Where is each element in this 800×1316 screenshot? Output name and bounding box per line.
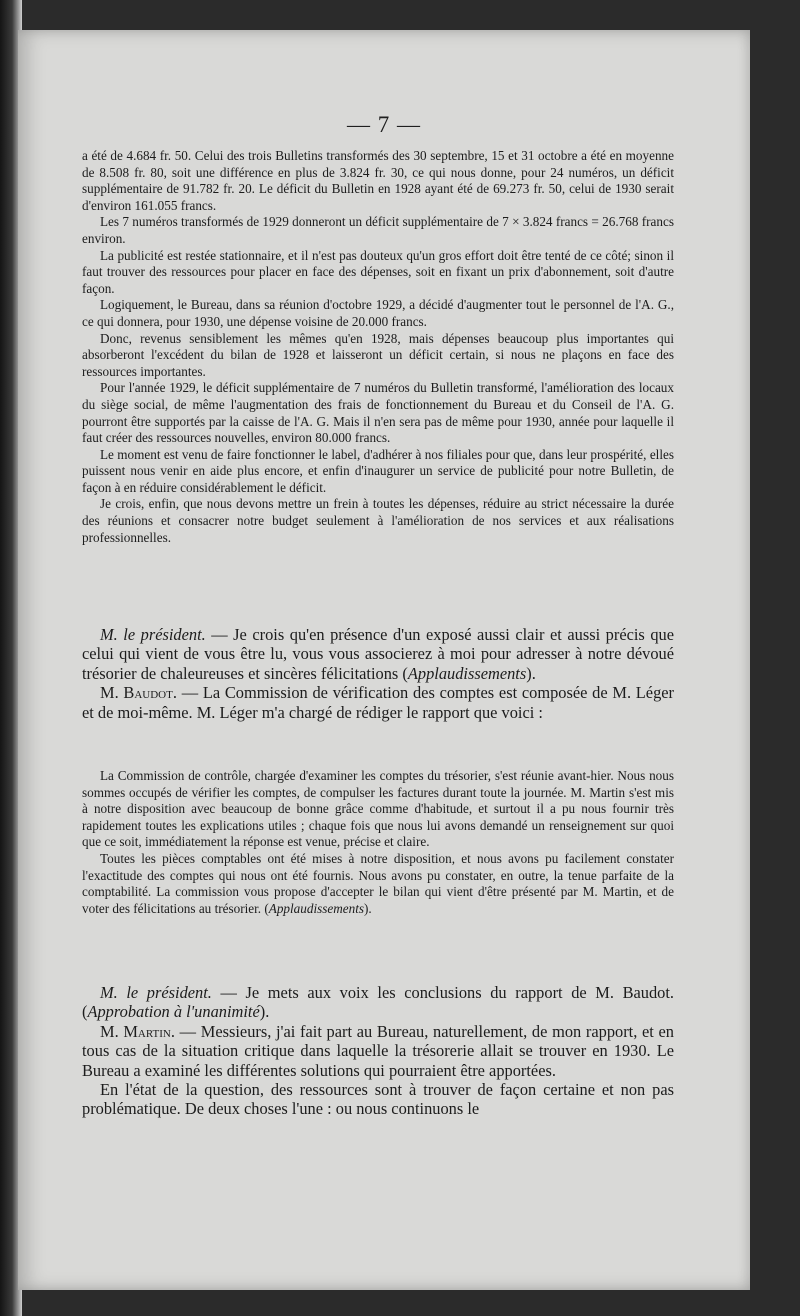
paragraph: Les 7 numéros transformés de 1929 donneront un déficit supplémentaire de 7 × 3.824 francs = 26.768 francs environ. bbox=[82, 214, 674, 246]
baudot-statement: M. Baudot. — La Commission de vérification des comptes est composée de M. Léger et de moi-même. M. Léger m'a chargé de rédiger le rapport que voici : bbox=[82, 683, 675, 722]
paragraph: Je crois, enfin, que nous devons mettre un frein à toutes les dépenses, réduire au strict nécessaire la durée des réunions et consacrer notre budget seulement à l'amélioration de nos services et aux réalisations professionnelles. bbox=[82, 496, 674, 545]
paragraph: En l'état de la question, des ressources sont à trouver de façon certaine et non pas problématique. De deux choses l'une : ou nous continuons le bbox=[82, 1080, 674, 1119]
document-page bbox=[18, 30, 750, 1290]
treasurer-report-text bbox=[82, 148, 674, 546]
control-commission-report bbox=[82, 768, 674, 917]
paragraph: La publicité est restée stationnaire, et il n'est pas douteux qu'un gros effort doit être tenté de ce côté; sinon il faut trouver des ressources pour placer en face des dépenses, soit en fixant un prix d'abonnement, soit d'autre façon. bbox=[82, 247, 674, 296]
president-statement: M. le président. — Je mets aux voix les conclusions du rapport de M. Baudot. (Approbation à l'unanimité). bbox=[82, 983, 675, 1022]
paragraph: Logiquement, le Bureau, dans sa réunion d'octobre 1929, a décidé d'augmenter tout le personnel de l'A. G., ce qui donnera, pour 1930, une dépense voisine de 20.000 francs. bbox=[82, 297, 674, 329]
paragraph: Pour l'année 1929, le déficit supplémentaire de 7 numéros du Bulletin transformé, l'amélioration des locaux du siège social, de même l'augmentation des frais de fonctionnement du Bureau et du Conseil de l'A. G. pourront être supportés par la caisse de l'A. G. Mais il n'en sera pas de même pour 1930, année pour laquelle il faut créer des ressources nouvelles, environ 80.000 francs. bbox=[82, 380, 674, 446]
page-number: — 7 — bbox=[347, 112, 421, 137]
speaker-name: M. Baudot. bbox=[100, 683, 177, 703]
paragraph: La Commission de contrôle, chargée d'examiner les comptes du trésorier, s'est réunie avant-hier. Nous nous sommes occupés de vérifier les comptes, de compulser les factures durant toute la journée. M. Martin s'est mis à notre disposition avec beaucoup de bonne grâce comme d'habitude, et surtout il a pu nous fournir très rapidement toutes les explications utiles ; chaque fois que nous lui avons demandé un renseignement sur quoi que ce soit, immédiatement la réponse est venue, précise et claire. bbox=[82, 768, 674, 850]
paragraph: Donc, revenus sensiblement les mêmes qu'en 1928, mais dépenses beaucoup plus importantes qui absorberont l'excédent du bilan de 1928 et laisseront un déficit certain, si nous ne plaçons en face des ressources importantes. bbox=[82, 330, 674, 379]
paragraph: Toutes les pièces comptables ont été mises à notre disposition, et nous avons pu facilement constater l'exactitude des comptes qui nous ont été fournis. Nous avons pu constater, en outre, la tenue parfaite de la comptabilité. La commission vous propose d'accepter le bilan qui vient d'être présenté par M. Martin, et de voter des félicitations au trésorier. (Applaudissements). bbox=[82, 850, 674, 916]
discussion-block-2 bbox=[82, 983, 674, 1119]
applause-note: Applaudissements bbox=[407, 663, 527, 683]
applause-note: Applaudissements bbox=[268, 900, 365, 916]
speaker-name: M. Martin. bbox=[100, 1021, 175, 1041]
speaker-name: M. le président. bbox=[100, 983, 212, 1002]
president-statement: M. le président. — Je crois qu'en présence d'un exposé aussi clair et aussi précis que celui qui vient de vous être lu, vous vous associerez à moi pour adresser à notre dévoué trésorier de chaleureuses et sincères félicitations (Applaudissements). bbox=[82, 625, 674, 683]
paragraph: Le moment est venu de faire fonctionner le label, d'adhérer à nos filiales pour que, dans leur prospérité, elles puissent nous venir en aide plus encore, et enfin d'inaugurer un service de publicité pour notre Bulletin, de façon à en réduire considérablement le déficit. bbox=[82, 446, 674, 495]
discussion-block-1 bbox=[82, 625, 674, 722]
approval-note: Approbation à l'unanimité bbox=[87, 1002, 260, 1022]
speaker-name: M. le président. bbox=[100, 625, 206, 644]
paragraph: a été de 4.684 fr. 50. Celui des trois Bulletins transformés des 30 septembre, 15 et 31 octobre a été en moyenne de 8.508 fr. 80, soit une différence en plus de 3.824 fr. 30, ce qui nous donne, pour 24 numéros, un déficit supplémentaire de 91.782 fr. 20. Le déficit du Bulletin en 1928 ayant été de 69.273 fr. 50, celui de 1930 serait d'environ 161.055 francs. bbox=[82, 148, 674, 213]
martin-statement: M. Martin. — Messieurs, j'ai fait part au Bureau, naturellement, de mon rapport, et en tous cas de la situation critique dans laquelle la trésorerie allait se trouver en 1930. Le Bureau a examiné les différentes solutions qui pourraient être apportées. bbox=[82, 1021, 675, 1080]
